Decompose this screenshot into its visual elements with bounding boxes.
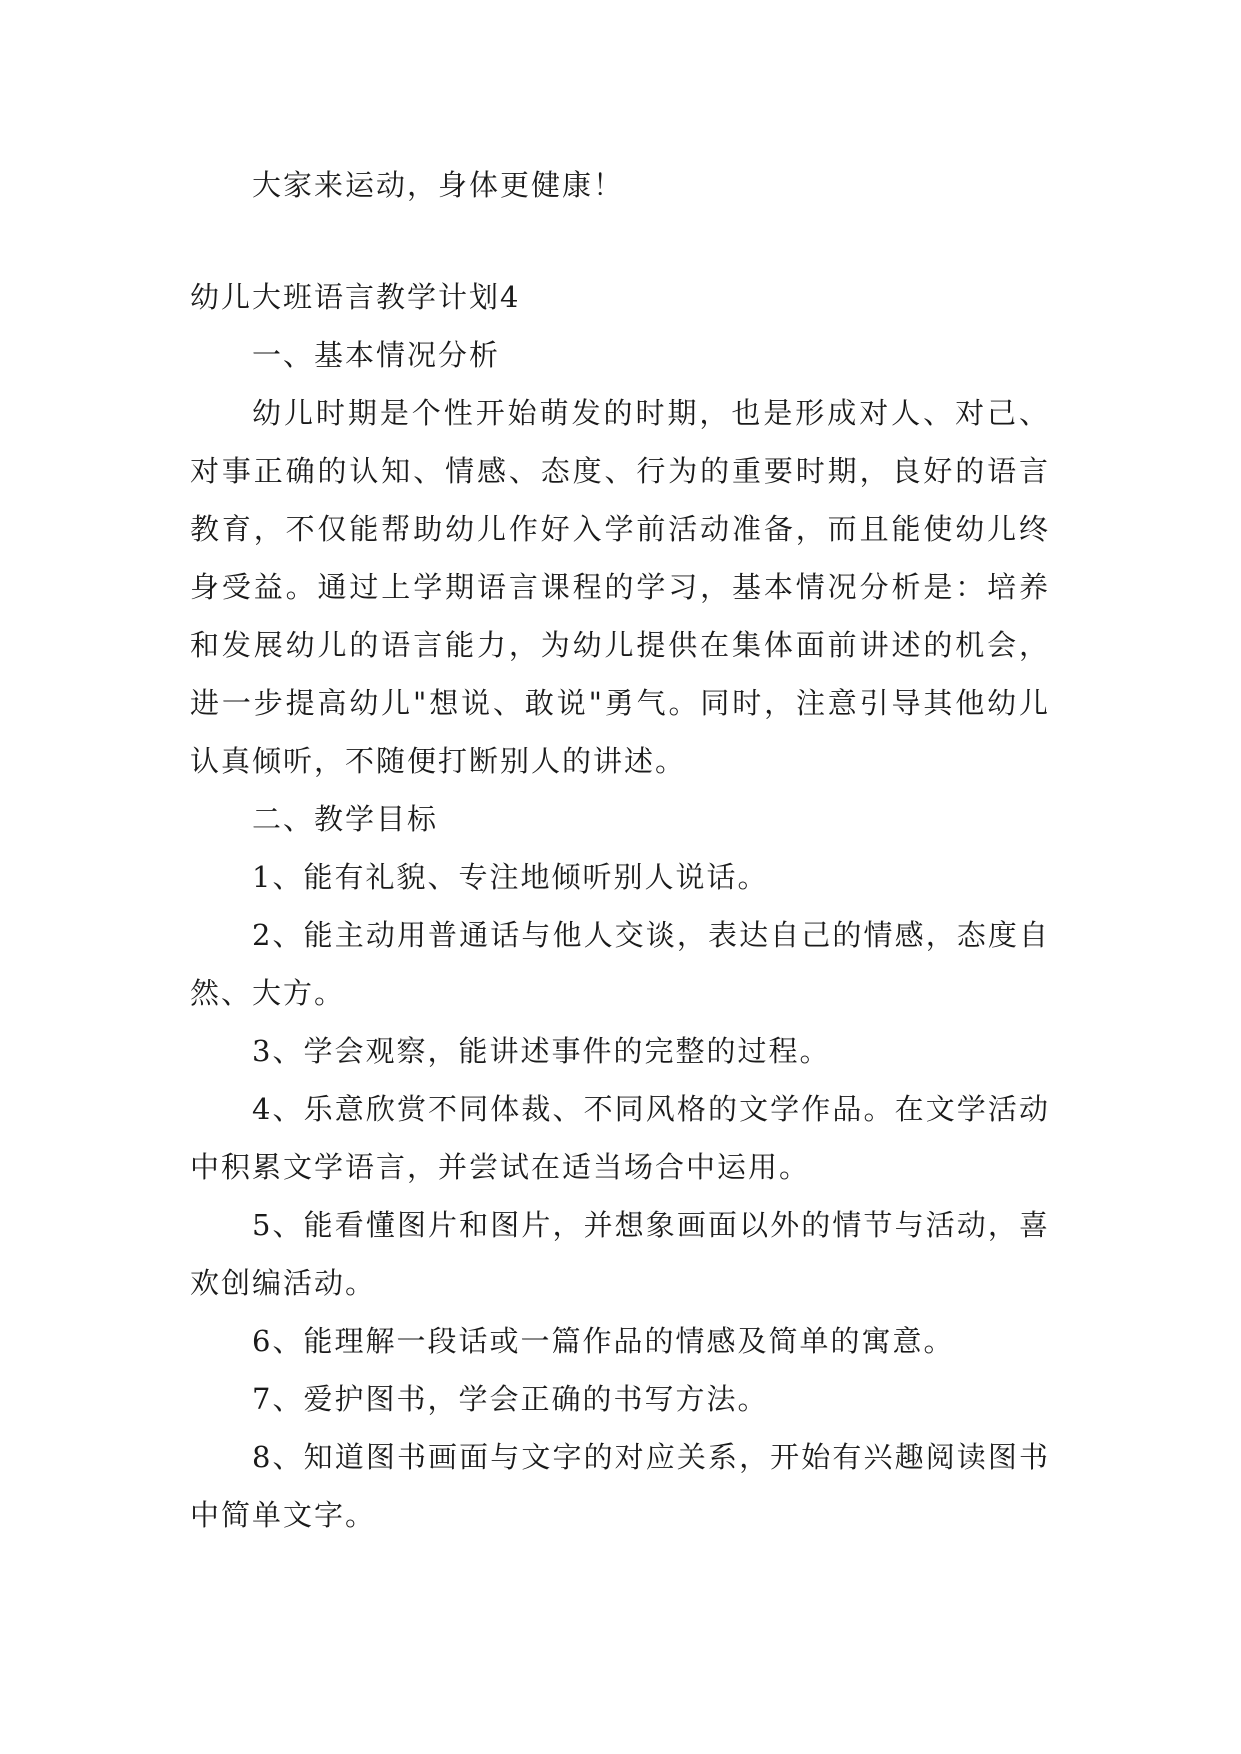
goal-item: 5、能看懂图片和图片，并想象画面以外的情节与活动，喜欢创编活动。 [190,1208,1050,1300]
analysis-paragraph: 幼儿时期是个性开始萌发的时期，也是形成对人、对己、对事正确的认知、情感、态度、行为的重要时期，良好的语言教育，不仅能帮助幼儿作好入学前活动准备，而且能使幼儿终身受益。通过上学期语言课程的学习，基本情况分析是：培养和发展幼儿的语言能力，为幼儿提供在集体面前讲述的机会，进一步提高幼儿"想说、敢说"勇气。同时，注意引导其他幼儿认真倾听，不随便打断别人的讲述。 [190,396,1050,778]
section-heading-analysis: 一、基本情况分析 [252,338,501,372]
goal-item: 1、能有礼貌、专注地倾听别人说话。 [252,860,769,894]
document-body [190,156,1050,1544]
goal-item: 4、乐意欣赏不同体裁、不同风格的文学作品。在文学活动中积累文学语言，并尝试在适当场合中运用。 [190,1092,1050,1184]
goal-item: 3、学会观察，能讲述事件的完整的过程。 [252,1034,831,1068]
section-heading-goals: 二、教学目标 [252,802,439,836]
goal-item: 2、能主动用普通话与他人交谈，表达自己的情感，态度自然、大方。 [190,918,1050,1010]
goal-item: 6、能理解一段话或一篇作品的情感及简单的寓意。 [252,1324,955,1358]
closing-line: 大家来运动，身体更健康！ [252,168,625,202]
goal-item: 7、爱护图书，学会正确的书写方法。 [252,1382,769,1416]
document-title: 幼儿大班语言教学计划4 [190,280,521,314]
goal-item: 8、知道图书画面与文字的对应关系，开始有兴趣阅读图书中简单文字。 [190,1440,1050,1532]
